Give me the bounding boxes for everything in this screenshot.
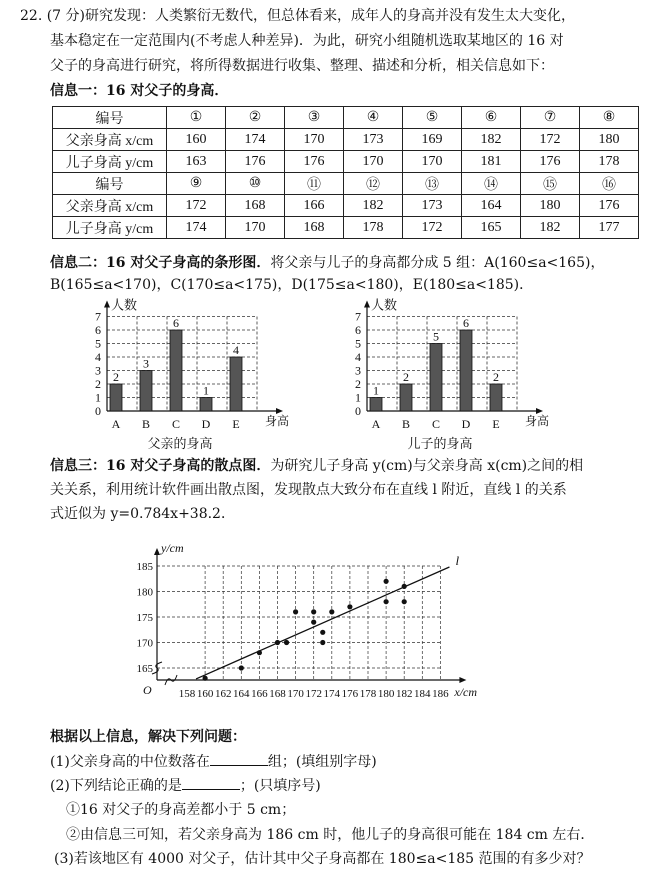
table-cell: 173 — [344, 129, 403, 151]
table-cell: ⑨ — [167, 173, 226, 195]
row-header: 父亲身高 x/cm — [53, 129, 167, 151]
table-cell: ⑯ — [580, 173, 639, 195]
height-table — [52, 106, 639, 239]
table-cell: 172 — [521, 129, 580, 151]
bar-value-label: 3 — [143, 356, 149, 371]
table-cell: 166 — [285, 195, 344, 217]
x-tick-label: 168 — [269, 688, 286, 700]
q2-text-b: ；(只填序号) — [239, 778, 321, 794]
table-cell: ① — [167, 107, 226, 129]
table-row — [53, 151, 639, 173]
y-tick-label: 170 — [136, 637, 153, 650]
bar-value-label: 2 — [113, 370, 119, 384]
x-tick-label: E — [492, 417, 500, 431]
y-tick-label: 0 — [95, 404, 101, 418]
bar-value-label: 6 — [173, 316, 179, 330]
x-tick-label: 170 — [287, 688, 304, 700]
x-axis-label: 身高 — [265, 414, 290, 428]
x-axis-arrow — [459, 677, 466, 683]
table-cell: ⑩ — [226, 173, 285, 195]
bar — [490, 384, 502, 411]
bar-value-label: 4 — [233, 343, 239, 357]
table-cell: 176 — [521, 151, 580, 173]
data-point — [402, 584, 407, 589]
q2-option-2: ②由信息三可知，若父亲身高为 186 cm 时，他儿子的身高很可能在 184 cm 左右． — [66, 827, 595, 843]
x-axis-label: x/cm — [454, 685, 478, 699]
y-axis-label: 人数 — [371, 297, 398, 313]
data-point — [293, 609, 298, 614]
table-cell: ⑦ — [521, 107, 580, 129]
y-tick-label: 175 — [136, 612, 153, 624]
bar-value-label: 1 — [203, 383, 209, 398]
data-point — [311, 609, 316, 614]
table-cell: 170 — [285, 129, 344, 151]
x-tick-label: D — [201, 417, 211, 431]
x-axis-label: 身高 — [525, 414, 550, 428]
y-tick-label: 7 — [355, 309, 361, 324]
table-cell: 165 — [462, 217, 521, 239]
data-point — [402, 599, 407, 604]
row-header: 父亲身高 x/cm — [53, 195, 167, 217]
table-cell: ⑧ — [580, 107, 639, 129]
row-header: 儿子身高 y/cm — [53, 217, 167, 239]
table-cell: 182 — [462, 129, 521, 151]
question-1 — [50, 751, 377, 772]
x-tick-label: D — [461, 417, 471, 431]
bar-value-label: 6 — [463, 316, 469, 330]
x-tick-label: B — [141, 417, 151, 431]
y-tick-label: 1 — [95, 390, 101, 405]
origin-label: O — [143, 683, 152, 697]
chart-title: 儿子的身高 — [407, 436, 473, 451]
table-cell: 172 — [167, 195, 226, 217]
table-cell: 180 — [521, 195, 580, 217]
x-tick-label: B — [401, 417, 411, 431]
y-tick-label: 6 — [95, 323, 101, 337]
y-axis-arrow — [364, 301, 370, 308]
table-cell: 178 — [344, 217, 403, 239]
x-tick-label: 182 — [395, 688, 413, 700]
table-cell: 168 — [226, 195, 285, 217]
intro-text-1: (7 分)研究发现：人类繁衍无数代，但总体看来，成年人的身高并没有发生太大变化， — [46, 8, 575, 24]
y-tick-label: 7 — [95, 309, 101, 324]
bar — [430, 344, 442, 412]
x-tick-label: 176 — [341, 688, 359, 700]
q1-text-a: (1)父亲身高的中位数落在 — [50, 754, 210, 770]
q1-text-b: 组；(填组别字母) — [267, 754, 377, 770]
x-tick-label: 174 — [323, 688, 341, 700]
table-cell: 174 — [226, 129, 285, 151]
bar — [400, 384, 412, 411]
q2-answer-blank[interactable] — [182, 775, 240, 790]
table-cell: 176 — [226, 151, 285, 173]
father-bar-chart — [85, 296, 315, 456]
axis-break — [152, 662, 162, 674]
question-3: (3)若该地区有 4000 对父子，估计其中父子身高都在 180≤a<185 范围的有多少对？ — [54, 851, 591, 867]
table-cell: 168 — [285, 217, 344, 239]
x-tick-label: 184 — [414, 688, 431, 700]
info2-text-1: 将父亲与儿子的身高都分成 5 组：A(160≤a<165)， — [270, 255, 605, 271]
table-cell: 182 — [344, 195, 403, 217]
bar — [200, 398, 212, 412]
question-intro-1 — [20, 6, 575, 26]
data-point — [239, 665, 244, 670]
x-tick-label: E — [232, 417, 240, 431]
table-cell: 182 — [521, 217, 580, 239]
data-point — [384, 579, 389, 584]
table-row — [53, 195, 639, 217]
table-cell: 170 — [403, 151, 462, 173]
x-tick-label: C — [431, 417, 441, 431]
table-cell: 172 — [403, 217, 462, 239]
x-tick-label: 162 — [214, 688, 232, 700]
x-tick-label: 160 — [196, 688, 214, 700]
y-tick-label: 165 — [136, 663, 153, 675]
chart-title: 父亲的身高 — [147, 436, 213, 451]
question-2 — [50, 775, 321, 796]
table-cell: 169 — [403, 129, 462, 151]
bar — [110, 384, 122, 411]
info1-title: 信息一：16 对父子的身高． — [50, 83, 229, 99]
y-tick-label: 3 — [95, 363, 101, 378]
bar — [140, 371, 152, 412]
bar-value-label: 1 — [373, 383, 379, 398]
bar — [460, 330, 472, 411]
table-row — [53, 217, 639, 239]
table-cell: 170 — [226, 217, 285, 239]
row-header: 编号 — [53, 107, 167, 129]
info2-line-1 — [50, 253, 604, 273]
table-cell: ⑥ — [462, 107, 521, 129]
y-tick-label: 5 — [355, 336, 361, 351]
table-cell: 160 — [167, 129, 226, 151]
bar — [230, 357, 242, 411]
x-tick-label: 178 — [359, 688, 377, 700]
data-point — [275, 640, 280, 645]
table-cell: ⑪ — [285, 173, 344, 195]
data-point — [311, 620, 316, 625]
table-cell: ⑤ — [403, 107, 462, 129]
y-axis-arrow — [104, 301, 110, 308]
y-axis-arrow — [154, 548, 160, 555]
table-cell: 177 — [580, 217, 639, 239]
y-tick-label: 3 — [355, 363, 361, 378]
y-axis-label: 人数 — [111, 297, 138, 313]
table-cell: ⑫ — [344, 173, 403, 195]
data-point — [203, 676, 208, 681]
bar — [170, 330, 182, 411]
question-number: 22. — [20, 8, 43, 24]
table-row — [53, 107, 639, 129]
trend-line-label: l — [455, 552, 460, 568]
info2-title: 信息二：16 对父子身高的条形图． — [50, 255, 271, 271]
y-tick-label: 1 — [355, 390, 361, 405]
table-cell: 176 — [285, 151, 344, 173]
y-tick-label: 6 — [355, 323, 361, 337]
info3-text-1: 为研究儿子身高 y(cm)与父亲身高 x(cm)之间的相 — [270, 458, 584, 474]
table-cell: 181 — [462, 151, 521, 173]
bar — [370, 398, 382, 412]
intro-text-3: 父子的身高进行研究，将所得数据进行收集、整理、描述和分析，相关信息如下： — [50, 58, 554, 74]
table-cell: 164 — [462, 195, 521, 217]
y-tick-label: 0 — [355, 404, 361, 418]
table-row — [53, 129, 639, 151]
table-cell: ④ — [344, 107, 403, 129]
q1-answer-blank[interactable] — [210, 751, 268, 766]
info2-text-2: B(165≤a<170)，C(170≤a<175)，D(175≤a<180)，E(180≤a<185)． — [50, 277, 534, 293]
info3-text-3: 式近似为 y=0.784x+38.2． — [50, 506, 235, 522]
data-point — [384, 599, 389, 604]
y-tick-label: 5 — [95, 336, 101, 351]
table-cell: 178 — [580, 151, 639, 173]
data-point — [347, 604, 352, 609]
x-tick-label: A — [371, 417, 381, 431]
y-tick-label: 4 — [95, 350, 101, 364]
table-cell: ③ — [285, 107, 344, 129]
data-point — [329, 609, 334, 614]
x-tick-label: 186 — [432, 688, 449, 700]
x-tick-label: A — [111, 417, 121, 431]
data-point — [284, 640, 289, 645]
data-point — [320, 630, 325, 635]
x-tick-label: 158 — [178, 688, 196, 700]
y-tick-label: 4 — [355, 350, 361, 364]
scatter-chart — [135, 525, 585, 710]
intro-text-2: 基本稳定在一定范围内(不考虑人种差异)．为此，研究小组随机选取某地区的 16 对 — [50, 33, 564, 49]
trend-line — [196, 567, 449, 679]
table-cell: 180 — [580, 129, 639, 151]
row-header: 编号 — [53, 173, 167, 195]
row-header: 儿子身高 y/cm — [53, 151, 167, 173]
table-cell: 173 — [403, 195, 462, 217]
table-cell: 174 — [167, 217, 226, 239]
bar-value-label: 2 — [403, 370, 409, 384]
table-cell: ⑮ — [521, 173, 580, 195]
table-row — [53, 173, 639, 195]
data-point — [320, 640, 325, 645]
q2-option-1: ①16 对父子的身高差都小于 5 cm； — [66, 802, 296, 818]
x-tick-label: 180 — [377, 688, 395, 700]
info3-text-2: 关关系，利用统计软件画出散点图，发现散点大致分布在直线 l 附近，直线 l 的关系 — [50, 482, 567, 498]
x-tick-label: 166 — [251, 688, 268, 700]
bar-value-label: 2 — [493, 370, 499, 384]
y-tick-label: 2 — [95, 377, 101, 391]
questions-heading: 根据以上信息，解决下列问题： — [50, 729, 246, 745]
table-cell: ⑬ — [403, 173, 462, 195]
info3-title: 信息三：16 对父子身高的散点图． — [50, 458, 271, 474]
x-tick-label: 164 — [233, 688, 250, 700]
table-cell: 163 — [167, 151, 226, 173]
table-cell: ⑭ — [462, 173, 521, 195]
table-cell: ② — [226, 107, 285, 129]
son-bar-chart — [345, 296, 575, 456]
info3-line-1 — [50, 456, 583, 476]
bar-value-label: 5 — [433, 329, 439, 344]
x-tick-label: 172 — [305, 688, 322, 700]
data-point — [257, 650, 262, 655]
table-cell: 176 — [580, 195, 639, 217]
y-tick-label: 2 — [355, 377, 361, 391]
y-axis-label: y/cm — [161, 541, 184, 555]
q2-text-a: (2)下列结论正确的是 — [50, 778, 182, 794]
x-tick-label: C — [171, 417, 181, 431]
y-tick-label: 180 — [136, 586, 153, 599]
axis-break — [165, 675, 177, 685]
y-tick-label: 185 — [136, 561, 153, 573]
table-cell: 170 — [344, 151, 403, 173]
